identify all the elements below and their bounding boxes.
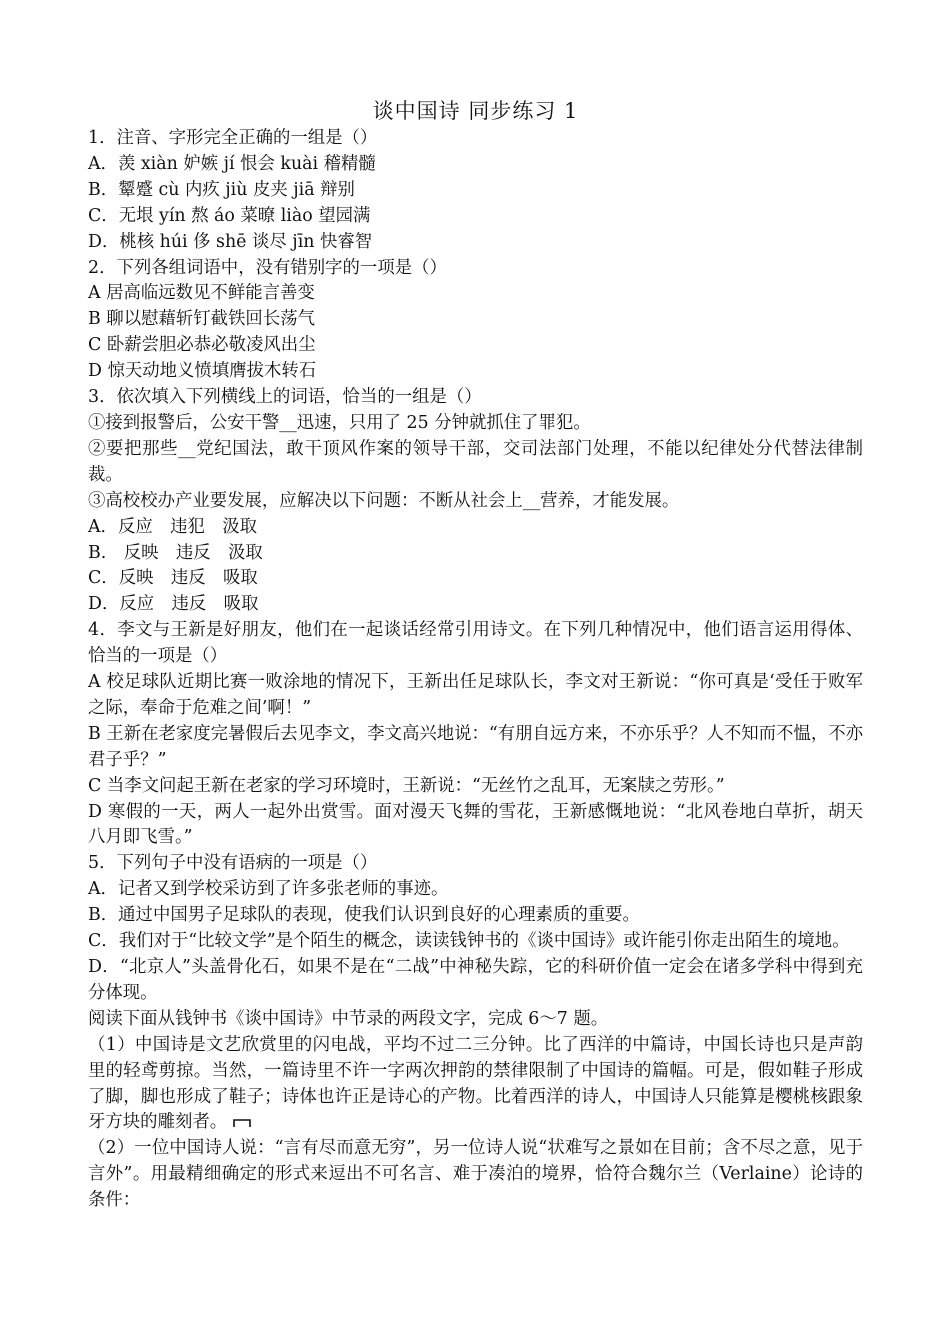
reading-intro: 阅读下面从钱钟书《谈中国诗》中节录的两段文字，完成 6～7 题。 [88, 1008, 609, 1029]
q2-option-c: C 卧薪尝胆必恭必敬凌风出尘 [88, 335, 316, 356]
q3-sentence-1: ①接到报警后，公安干警__迅速，只用了 25 分钟就抓住了罪犯。 [88, 412, 591, 433]
q1-option-b: B．颦蹙 cù 内疚 jiù 皮夹 jiā 辩别 [88, 179, 355, 200]
q4-option-c: C 当李文问起王新在老家的学习环境时，王新说：“无丝竹之乱耳，无案牍之劳形。” [88, 775, 725, 796]
q3-option-d: D．反应 违反 吸取 [88, 594, 259, 615]
q4-option-d: D 寒假的一天，两人一起外出赏雪。面对漫天飞舞的雪花，王新感慨地说：“北风卷地白草折，胡天八月即飞雪。” [88, 801, 863, 848]
q5-option-a: A．记者又到学校采访到了许多张老师的事迹。 [88, 879, 449, 900]
q4-stem: 4．李文与王新是好朋友，他们在一起谈话经常引用诗文。在下列几种情况中，他们语言运用得体、恰当的一项是（） [88, 620, 863, 667]
q1-option-d: D．桃核 húi 侈 shē 谈尽 jīn 快睿智 [88, 231, 373, 252]
q3-option-b: B. 反映 违反 汲取 [88, 542, 263, 563]
q4-option-a: A 校足球队近期比赛一败涂地的情况下，王新出任足球队长，李文对王新说：“你可真是‘受任于败军之际，奉命于危难之间’啊！” [88, 672, 863, 718]
q5-option-c: C．我们对于“比较文学”是个陌生的概念，读读钱钟书的《谈中国诗》或许能引你走出陌生的境地。 [88, 931, 850, 952]
q5-option-d: D．“北京人”头盖骨化石，如果不是在“二战”中神秘失踪，它的科研价值一定会在诸多学科中得到充分体现。 [88, 957, 863, 1003]
reading-paragraph-2: （2）一位中国诗人说：“言有尽而意无穷”，另一位诗人说“状难写之景如在目前；含不尽之意，见于言外”。用最精细确定的形式来逗出不可名言、难于凑泊的境界，恰符合魏尔兰（Verlaine）论诗的条件： [88, 1138, 863, 1211]
q2-option-a: A 居高临远数见不鲜能言善变 [88, 283, 315, 304]
q3-sentence-3: ③高校校办产业要发展，应解决以下问题：不断从社会上__营养，才能发展。 [88, 490, 680, 511]
q4-option-b: B 王新在老家度完暑假后去见李文，李文高兴地说：“有朋自远方来，不亦乐乎？人不知而不愠，不亦君子乎？” [88, 723, 863, 770]
anchor-mark-icon [233, 1118, 251, 1128]
q2-option-b: B 聊以慰藉斩钉截铁回长荡气 [88, 309, 315, 330]
q3-sentence-2: ②要把那些__党纪国法，敢干顶风作案的领导干部，交司法部门处理，不能以纪律处分代替法律制裁。 [88, 438, 863, 485]
q1-stem: 1．注音、字形完全正确的一组是（） [88, 128, 378, 148]
q2-option-d: D 惊天动地义愤填膺拔木转石 [88, 361, 317, 382]
document-page [88, 96, 863, 1214]
document-title: 谈中国诗 同步练习 1 [372, 99, 579, 123]
q3-option-c: C．反映 违反 吸取 [88, 568, 258, 589]
q5-option-b: B．通过中国男子足球队的表现，使我们认识到良好的心理素质的重要。 [88, 905, 640, 926]
q2-stem: 2．下列各组词语中，没有错别字的一项是（） [88, 257, 447, 278]
q1-option-a: A．羡 xiàn 妒嫉 jí 恨会 kuài 稽精髓 [88, 153, 376, 174]
q3-option-a: A．反应 违犯 汲取 [88, 516, 258, 537]
q1-option-c: C．无垠 yín 熬 áo 菜暸 liào 望园满 [88, 205, 371, 226]
reading-paragraph-1 [88, 1033, 863, 1137]
reading-paragraph-1-text: （1）中国诗是文艺欣赏里的闪电战，平均不过二三分钟。比了西洋的中篇诗，中国长诗也只是声韵里的轻鸢剪掠。当然，一篇诗里不许一字两次押韵的禁律限制了中国诗的篇幅。可是，假如鞋子形成了脚，脚也形成了鞋子；诗体也许正是诗心的产物。比着西洋的诗人，中国诗人只能算是樱桃核跟象牙方块的雕刻者。 [88, 1034, 863, 1133]
q5-stem: 5．下列句子中没有语病的一项是（） [88, 853, 378, 874]
q3-stem: 3．依次填入下列横线上的词语，恰当的一组是（） [88, 387, 482, 408]
